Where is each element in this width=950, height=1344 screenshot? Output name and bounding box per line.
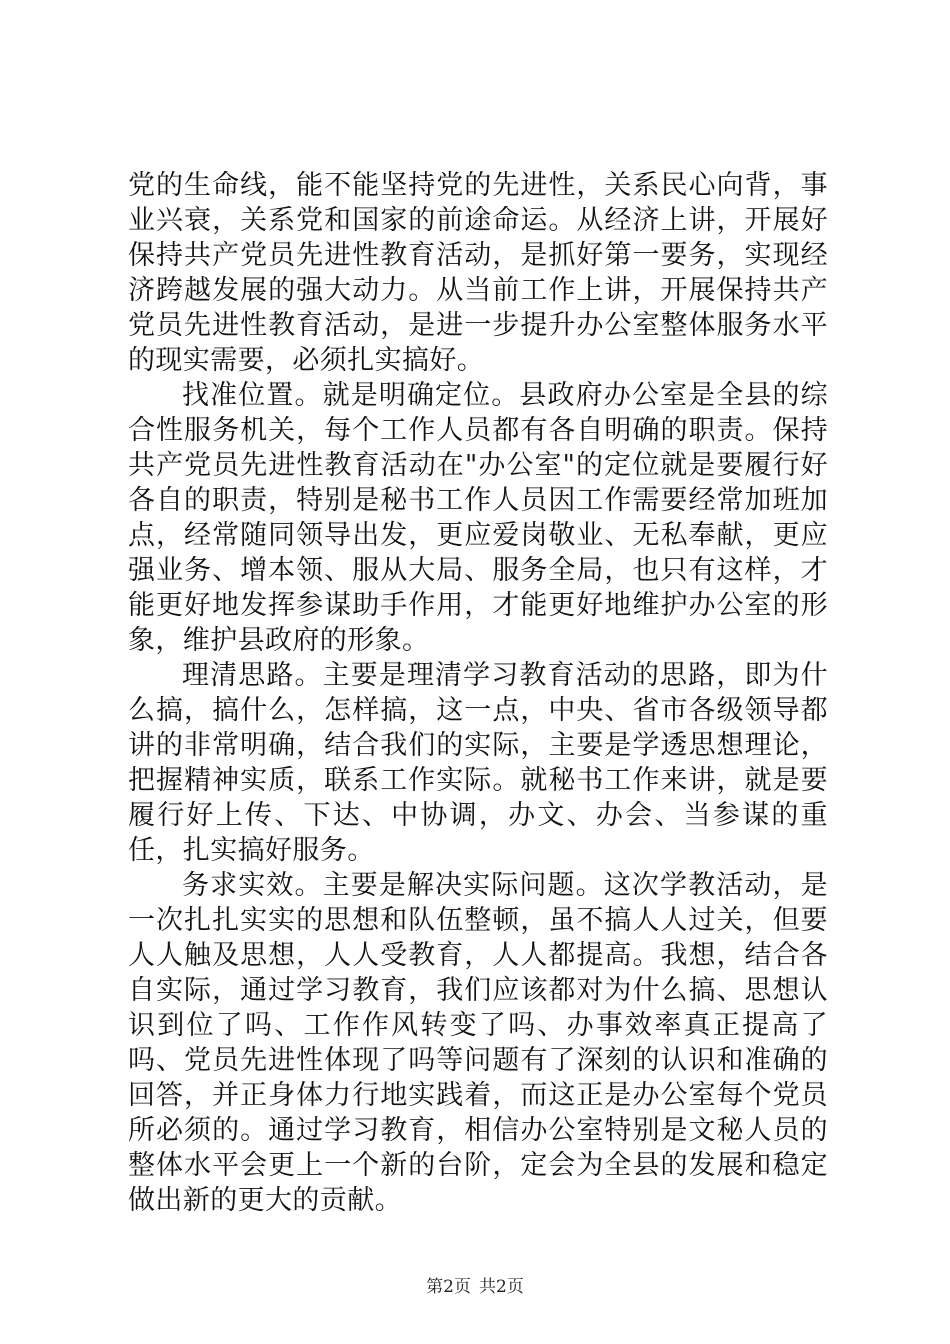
paragraph-1: 党的生命线，能不能坚持党的先进性，关系民心向背，事业兴衰，关系党和国家的前途命运。从经济上讲，开展好保持共产党员先进性教育活动，是抓好第一要务，实现经济跨越发展的强大动力。从当前工作上讲，开展保持共产党员先进性教育活动，是进一步提升办公室整体服务水平的现实需要，必须扎实搞好。 <box>128 170 828 376</box>
page-footer <box>0 1276 950 1298</box>
paragraph-4: 务求实效。主要是解决实际问题。这次学教活动，是一次扎扎实实的思想和队伍整顿，虽不搞人人过关，但要人人触及思想，人人受教育，人人都提高。我想，结合各自实际，通过学习教育，我们应该都对为什么搞、思想认识到位了吗、工作作风转变了吗、办事效率真正提高了吗、党员先进性体现了吗等问题有了深刻的认识和准确的回答，并正身体力行地实践着，而这正是办公室每个党员所必须的。通过学习教育，相信办公室特别是文秘人员的整体水平会更上一个新的台阶，定会为全县的发展和稳定做出新的更大的贡献。 <box>128 870 828 1216</box>
paragraph-3: 理清思路。主要是理清学习教育活动的思路，即为什么搞，搞什么，怎样搞，这一点，中央、省市各级领导都讲的非常明确，结合我们的实际，主要是学透思想理论，把握精神实质，联系工作实际。就秘书工作来讲，就是要履行好上传、下达、中协调，办文、办会、当参谋的重任，扎实搞好服务。 <box>128 660 828 866</box>
page-number: 第2页 <box>426 1277 471 1297</box>
paragraph-2: 找准位置。就是明确定位。县政府办公室是全县的综合性服务机关，每个工作人员都有各自明确的职责。保持共产党员先进性教育活动在"办公室"的定位就是要履行好各自的职责，特别是秘书工作人员因工作需要经常加班加点，经常随同领导出发，更应爱岗敬业、无私奉献，更应强业务、增本领、服从大局、服务全局，也只有这样，才能更好地发挥参谋助手作用，才能更好地维护办公室的形象，维护县政府的形象。 <box>128 380 828 656</box>
page-total: 共2页 <box>479 1277 524 1297</box>
document-body <box>128 168 828 1218</box>
